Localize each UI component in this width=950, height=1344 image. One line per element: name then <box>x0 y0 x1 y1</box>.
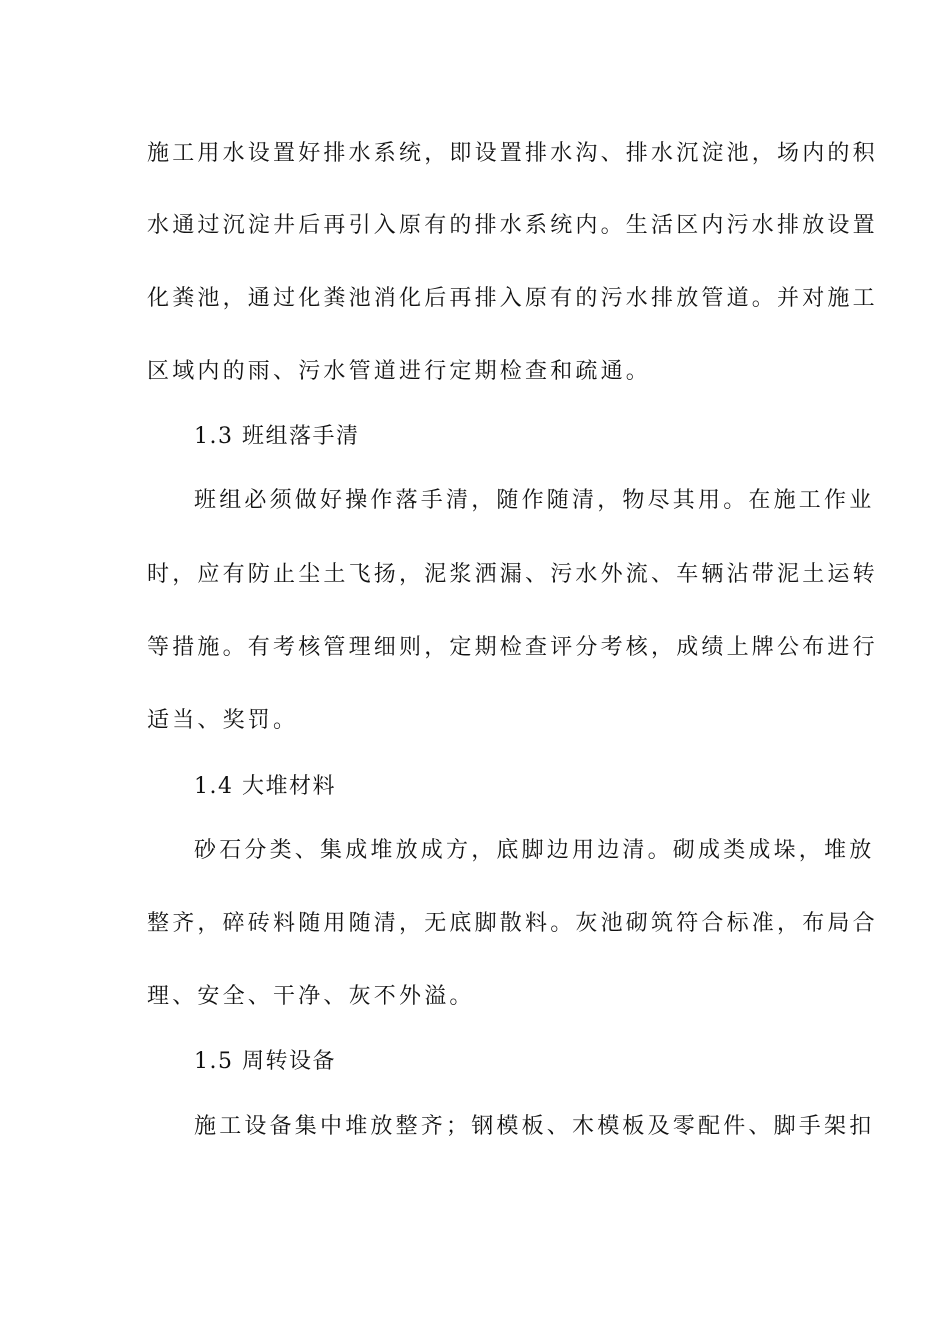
paragraph-line: 化粪池，通过化粪池消化后再排入原有的污水排放管道。并对施工 <box>147 286 878 311</box>
paragraph-line: 区域内的雨、污水管道进行定期检查和疏通。 <box>147 359 652 384</box>
section-heading-1-5: 1.5 周转设备 <box>194 1049 336 1074</box>
paragraph-line: 适当、奖罚。 <box>147 708 299 733</box>
paragraph-line: 时，应有防止尘土飞扬，泥浆洒漏、污水外流、车辆沾带泥土运转 <box>147 562 878 587</box>
paragraph-line: 施工设备集中堆放整齐；钢模板、木模板及零配件、脚手架扣 <box>194 1114 875 1139</box>
paragraph-line: 砂石分类、集成堆放成方，底脚边用边清。砌成类成垛，堆放 <box>194 838 875 863</box>
section-heading-1-3: 1.3 班组落手清 <box>194 424 360 449</box>
paragraph-line: 整齐，碎砖料随用随清，无底脚散料。灰池砌筑符合标准，布局合 <box>147 911 878 936</box>
section-heading-1-4: 1.4 大堆材料 <box>194 774 336 799</box>
paragraph-line: 班组必须做好操作落手清，随作随清，物尽其用。在施工作业 <box>194 488 875 513</box>
paragraph-line: 施工用水设置好排水系统，即设置排水沟、排水沉淀池，场内的积 <box>147 141 878 166</box>
paragraph-line: 理、安全、干净、灰不外溢。 <box>147 984 475 1009</box>
paragraph-line: 等措施。有考核管理细则，定期检查评分考核，成绩上牌公布进行 <box>147 635 878 660</box>
paragraph-line: 水通过沉淀井后再引入原有的排水系统内。生活区内污水排放设置 <box>147 213 878 238</box>
